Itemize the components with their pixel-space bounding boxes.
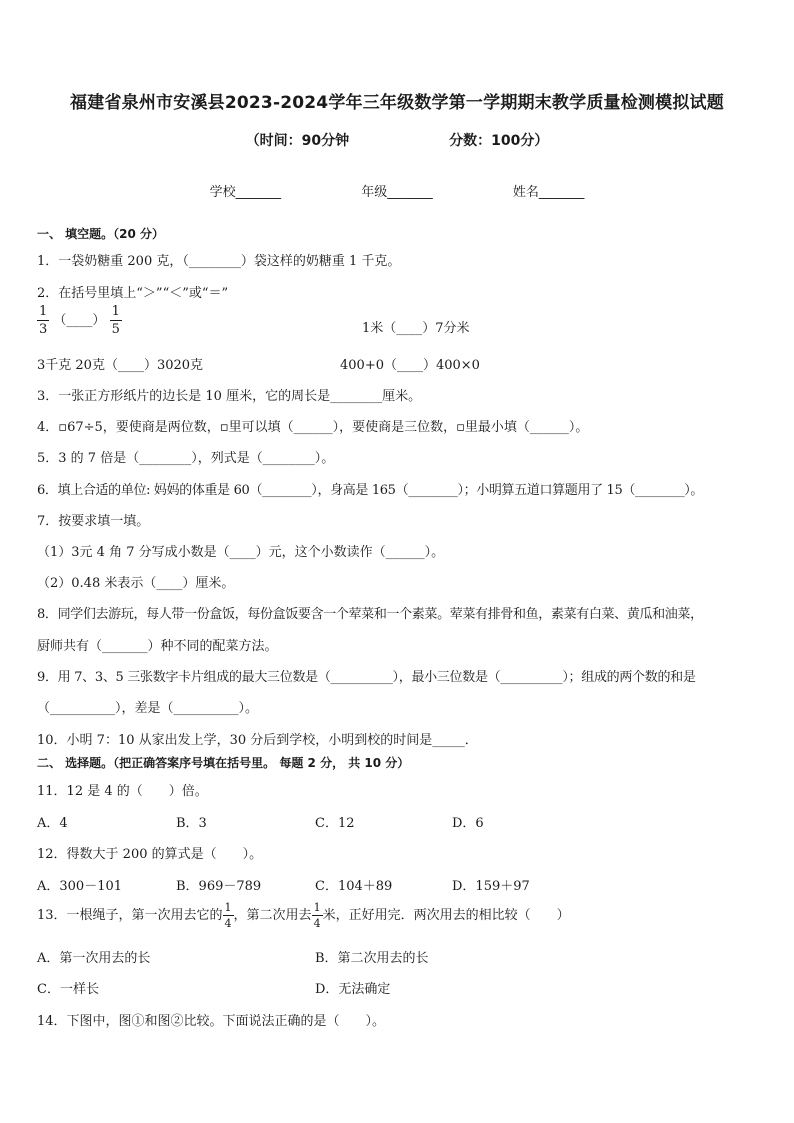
exam-title: 福建省泉州市安溪县2023-2024学年三年级数学第一学期期末教学质量检测模拟试题 (70, 93, 724, 113)
q13-option-a[interactable]: A．第一次用去的长 (37, 951, 151, 966)
question-7-intro: 7．按要求填一填。 (37, 514, 150, 529)
q11-option-b[interactable]: B．3 (176, 816, 207, 831)
q12-option-d[interactable]: D．159＋97 (452, 879, 530, 894)
question-2a (37, 305, 122, 336)
q13-option-b[interactable]: B．第二次用去的长 (315, 951, 429, 966)
question-5: 5．3 的 7 倍是（________），列式是（________）。 (37, 451, 335, 466)
question-9-line1: 9．用 7、3、5 三张数字卡片组成的最大三位数是（__________），最小三位数是（__________）；组成的两个数的和是 (37, 670, 696, 685)
q13-option-d[interactable]: D．无法确定 (315, 982, 391, 997)
fraction: $\frac{1}{5}$ (111, 304, 120, 337)
q12-option-a[interactable]: A．300－101 (37, 879, 123, 894)
question-2-intro: 2．在括号里填上“＞”“＜”或“＝” (37, 286, 229, 301)
question-13: 13．一根绳子，第一次用去它的 $\frac{1}{4}$ ，第二次用去 $\frac{1}{4}$ 米，正好用完．两次用去的相比较（ ） (37, 901, 570, 930)
fraction: $\frac{1}{4}$ (313, 901, 321, 930)
name-field[interactable]: 姓名_______ (512, 185, 585, 200)
q12-option-b[interactable]: B．969－789 (176, 879, 262, 894)
question-11: 11．12 是 4 的（ ）倍。 (37, 784, 208, 799)
question-10: 10．小明 7：10 从家出发上学，30 分后到学校，小明到校的时间是_____． (37, 733, 478, 748)
q11-option-a[interactable]: A．4 (37, 816, 68, 831)
q13-option-c[interactable]: C．一样长 (37, 982, 99, 997)
question-8-line2: 厨师共有（_______）种不同的配菜方法。 (37, 639, 278, 654)
q11-option-c[interactable]: C．12 (315, 816, 355, 831)
q12-option-c[interactable]: C．104＋89 (315, 879, 393, 894)
grade-field[interactable]: 年级_______ (361, 185, 433, 200)
question-8-line1: 8．同学们去游玩，每人带一份盒饭，每份盒饭要含一个荤菜和一个素菜。荤菜有排骨和鱼，素菜有白菜、黄瓜和油菜， (37, 607, 703, 622)
question-2c: 3千克 20克（____）3020克 (37, 358, 204, 373)
question-7b: （2）0.48 米表示（____）厘米。 (37, 576, 235, 591)
question-2b: 1米（____）7分米 (362, 321, 470, 336)
question-9-line2: （__________），差是（__________）。 (37, 701, 259, 716)
score-label: 分数：100分） (449, 133, 549, 149)
question-6: 6．填上合适的单位: 妈妈的体重是 60（________），身高是 165（________）；小明算五道口算题用了 15（________）。 (37, 483, 704, 498)
question-14: 14．下图中，图①和图②比较。下面说法正确的是（ ）。 (37, 1014, 386, 1029)
section2-heading: 二、 选择题。（把正确答案序号填在括号里。 每题 2 分， 共 10 分） (37, 756, 410, 770)
exam-meta (0, 130, 794, 150)
question-1: 1．一袋奶糖重 200 克，（________）袋这样的奶糖重 1 千克。 (37, 254, 401, 269)
section1-heading: 一、 填空题。（20 分） (37, 227, 165, 241)
question-3: 3．一张正方形纸片的边长是 10 厘米，它的周长是________厘米。 (37, 389, 422, 404)
time-label: （时间：90分钟 (245, 133, 350, 149)
fraction: $\frac{1}{3}$ (39, 304, 48, 337)
q11-option-d[interactable]: D．6 (452, 816, 484, 831)
question-12: 12．得数大于 200 的算式是（ ）。 (37, 847, 263, 862)
question-7a: （1）3元 4 角 7 分写成小数是（____）元，这个小数读作（______）。 (37, 545, 445, 560)
question-2d: 400+0（____）400×0 (340, 358, 480, 373)
student-fields (0, 181, 794, 200)
fraction: $\frac{1}{4}$ (224, 901, 232, 930)
question-4: 4．▫67÷5，要使商是两位数，▫里可以填（______），要使商是三位数，▫里最小填（______）。 (37, 420, 589, 435)
answer-blank[interactable]: （____） (53, 313, 106, 328)
school-field[interactable]: 学校_______ (209, 185, 282, 200)
